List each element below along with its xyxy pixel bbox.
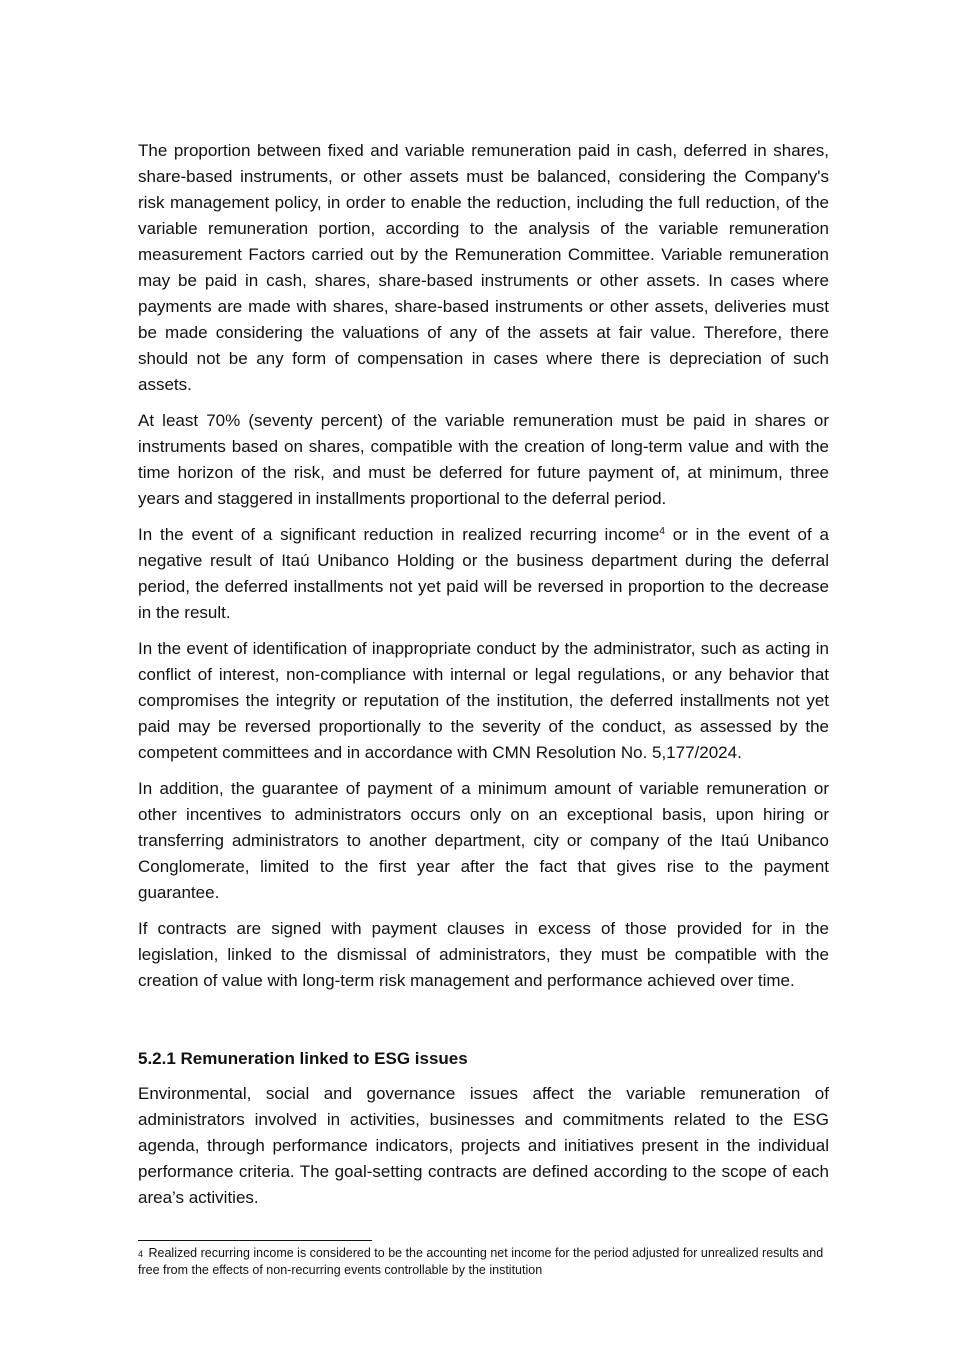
footnote-number: 4 (138, 1249, 144, 1259)
footnote (138, 1245, 838, 1278)
paragraph-esg-issues: Environmental, social and governance issues affect the variable remuneration of administrators involved in activities, businesses and commitments related to the ESG agenda, through performance indicators, projects and initiatives present in the individual performance criteria. The goal-setting contracts are defined according to the scope of each area’s activities. (138, 1084, 829, 1207)
paragraph-variable-remuneration-shares: At least 70% (seventy percent) of the variable remuneration must be paid in shares or instruments based on shares, compatible with the creation of long-term value and with the time horizon of the risk, and must be deferred for future payment of, at minimum, three years and staggered in installments proportional to the deferral period. (138, 411, 829, 508)
paragraph-remuneration-proportion: The proportion between fixed and variable remuneration paid in cash, deferred in shares, share-based instruments, or other assets must be balanced, considering the Company's risk management policy, in order to enable the reduction, including the full reduction, of the variable remuneration portion, according to the analysis of the variable remuneration measurement Factors carried out by the Remuneration Committee. Variable remuneration may be paid in cash, shares, share-based instruments or other assets. In cases where payments are made with shares, share-based instruments or other assets, deliveries must be made considering the valuations of any of the assets at fair value. Therefore, there should not be any form of compensation in cases where there is depreciation of such assets. (138, 141, 829, 394)
section-heading-esg: 5.2.1 Remuneration linked to ESG issues (138, 1049, 468, 1068)
paragraph-text-after-ref: or in the event of a negative result of Itaú Unibanco Holding or the business department during the deferral period, the deferred installments not yet paid will be reversed in proportion to the decrease in the result. (138, 525, 829, 622)
paragraph-inappropriate-conduct: In the event of identification of inappropriate conduct by the administrator, such as acting in conflict of interest, non-compliance with internal or legal regulations, or any behavior that compromises the integrity or reputation of the institution, the deferred installments not yet paid may be reversed proportionally to the severity of the conduct, as assessed by the competent committees and in accordance with CMN Resolution No. 5,177/2024. (138, 639, 829, 762)
footnote-separator (138, 1240, 372, 1241)
paragraph-dismissal-contracts: If contracts are signed with payment clauses in excess of those provided for in the legislation, linked to the dismissal of administrators, they must be compatible with the creation of value with long-term risk management and performance achieved over time. (138, 919, 829, 990)
footnote-text: Realized recurring income is considered to be the accounting net income for the period adjusted for unrealized results and free from the effects of non-recurring events controllable by the institution (138, 1246, 824, 1277)
document-page (138, 138, 829, 1221)
paragraph-minimum-guarantee: In addition, the guarantee of payment of a minimum amount of variable remuneration or other incentives to administrators occurs only on an exceptional basis, upon hiring or transferring administrators to another department, city or company of the Itaú Unibanco Conglomerate, limited to the first year after the fact that gives rise to the payment guarantee. (138, 779, 829, 902)
paragraph-text-before-ref: In the event of a significant reduction in realized recurring income (138, 525, 660, 544)
footnote-reference: 4 (659, 526, 665, 537)
paragraph-significant-reduction (138, 522, 829, 626)
